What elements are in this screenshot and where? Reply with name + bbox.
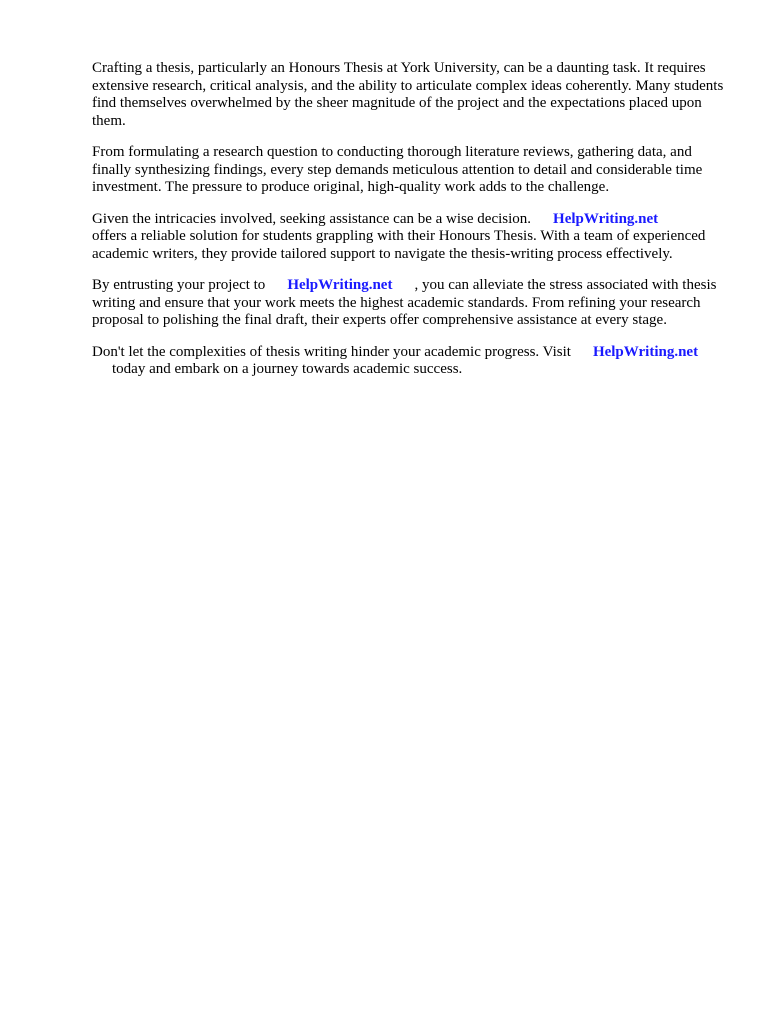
paragraph-process-text: From formulating a research question to conducting thorough literature reviews, gathering data, and finally synthesizing findings, every step demands meticulous attention to detail and considerable time investment. The pressure to produce original, high-quality work adds to the challenge. bbox=[92, 144, 703, 195]
helpwriting-link-2[interactable]: HelpWriting.net bbox=[287, 277, 393, 293]
paragraph-assistance bbox=[92, 211, 732, 264]
paragraph-process bbox=[92, 144, 732, 197]
paragraph-entrust bbox=[92, 277, 732, 330]
helpwriting-link-3[interactable]: HelpWriting.net bbox=[592, 343, 699, 360]
paragraph-visit-text-before: Don't let the complexities of thesis writing hinder your academic progress. Visit bbox=[92, 343, 571, 360]
helpwriting-link-1[interactable]: HelpWriting.net bbox=[553, 210, 659, 227]
paragraph-visit-text-after: today and embark on a journey towards academic success. bbox=[112, 361, 463, 377]
paragraph-entrust-text-after: , you can alleviate the stress associated with thesis writing and ensure that your work meets the highest academic standards. From refining your research proposal to polishing the final draft, their experts offer comprehensive assistance at every stage. bbox=[92, 277, 717, 328]
paragraph-entrust-text-before: By entrusting your project to bbox=[92, 277, 266, 293]
paragraph-assistance-text-after: offers a reliable solution for students grappling with their Honours Thesis. With a team of experienced academic writers, they provide tailored support to navigate the thesis-writing process effectively. bbox=[92, 228, 706, 262]
paragraph-assistance-text-before: Given the intricacies involved, seeking assistance can be a wise decision. bbox=[92, 210, 532, 227]
paragraph-intro bbox=[92, 60, 732, 130]
paragraph-visit bbox=[92, 344, 732, 379]
paragraph-intro-text: Crafting a thesis, particularly an Honours Thesis at York University, can be a daunting task. It requires extensive research, critical analysis, and the ability to articulate complex ideas coherently. Many students find themselves overwhelmed by the sheer magnitude of the project and the expectations placed upon them. bbox=[92, 60, 724, 129]
document-body bbox=[92, 60, 732, 393]
